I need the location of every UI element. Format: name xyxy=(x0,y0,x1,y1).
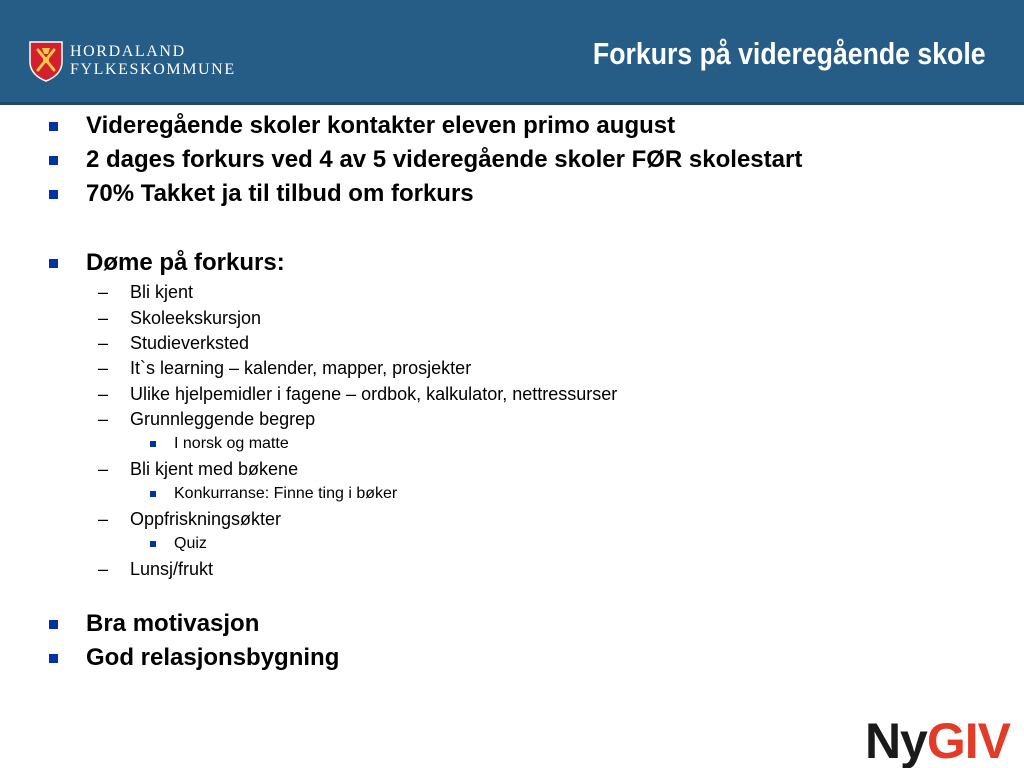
bullet-item xyxy=(86,644,339,672)
dash-bullet-icon: – xyxy=(98,333,109,353)
bullet-item xyxy=(86,249,285,277)
bullet-text: Bra motivasjon xyxy=(86,610,260,637)
bullet-text: 70% Takket ja til tilbud om forkurs xyxy=(86,180,474,207)
bullet-item xyxy=(86,610,259,638)
sub-sub-item xyxy=(174,535,207,553)
bullet-text: Døme på forkurs: xyxy=(86,249,285,276)
sub-sub-item-text: Quiz xyxy=(174,535,207,552)
bullet-text: Videregående skoler kontakter eleven primo august xyxy=(86,112,676,139)
square-bullet-icon xyxy=(49,122,58,131)
square-bullet-icon xyxy=(49,259,58,268)
sub-item xyxy=(98,308,262,329)
bullet-item xyxy=(86,112,675,140)
dash-bullet-icon: – xyxy=(98,459,109,479)
square-bullet-icon xyxy=(150,541,156,547)
square-bullet-icon xyxy=(49,620,58,629)
sub-sub-item-text: I norsk og matte xyxy=(174,435,289,452)
sub-item-text: Bli kjent xyxy=(130,282,194,302)
logo-line-2: FYLKESKOMMUNE xyxy=(70,61,236,78)
sub-item-text: Oppfriskningsøkter xyxy=(130,509,282,529)
sub-item xyxy=(98,333,250,354)
dash-bullet-icon: – xyxy=(98,559,109,579)
sub-item-text: Ulike hjelpemidler i fagene – ordbok, kalkulator, nettressurser xyxy=(130,384,618,404)
nygiv-logo xyxy=(864,713,1010,768)
bullet-item xyxy=(86,146,802,174)
square-bullet-icon xyxy=(49,654,58,663)
sub-item-text: It`s learning – kalender, mapper, prosjekter xyxy=(130,358,472,378)
sub-item-text: Bli kjent med bøkene xyxy=(130,459,299,479)
sub-item-text: Studieverksted xyxy=(130,333,250,353)
sub-sub-item-text: Konkurranse: Finne ting i bøker xyxy=(174,485,398,502)
logo-line-1: HORDALAND xyxy=(70,43,186,60)
sub-item xyxy=(98,282,194,303)
sub-sub-item xyxy=(174,485,397,503)
dash-bullet-icon: – xyxy=(98,308,109,328)
sub-sub-item xyxy=(174,435,289,453)
slide-title: Forkurs på videregående skole xyxy=(593,36,986,71)
square-bullet-icon xyxy=(49,156,58,165)
dash-bullet-icon: – xyxy=(98,509,109,529)
sub-item-text: Lunsj/frukt xyxy=(130,559,214,579)
bullet-item xyxy=(86,180,474,208)
sub-item xyxy=(98,509,282,530)
bullet-text: 2 dages forkurs ved 4 av 5 videregående skoler FØR skolestart xyxy=(86,146,803,173)
dash-bullet-icon: – xyxy=(98,358,109,378)
logo-part-ny: Ny xyxy=(864,713,927,768)
square-bullet-icon xyxy=(150,441,156,447)
sub-item-text: Skoleekskursjon xyxy=(130,308,262,328)
bullet-text: God relasjonsbygning xyxy=(86,644,340,671)
sub-item xyxy=(98,459,299,480)
sub-item xyxy=(98,358,472,379)
sub-item xyxy=(98,384,618,405)
square-bullet-icon xyxy=(150,491,156,497)
square-bullet-icon xyxy=(49,190,58,199)
logo-part-giv: GIV xyxy=(926,713,1010,768)
dash-bullet-icon: – xyxy=(98,282,109,302)
dash-bullet-icon: – xyxy=(98,384,109,404)
dash-bullet-icon: – xyxy=(98,409,109,429)
sub-item xyxy=(98,409,316,430)
sub-item-text: Grunnleggende begrep xyxy=(130,409,316,429)
sub-item xyxy=(98,559,214,580)
